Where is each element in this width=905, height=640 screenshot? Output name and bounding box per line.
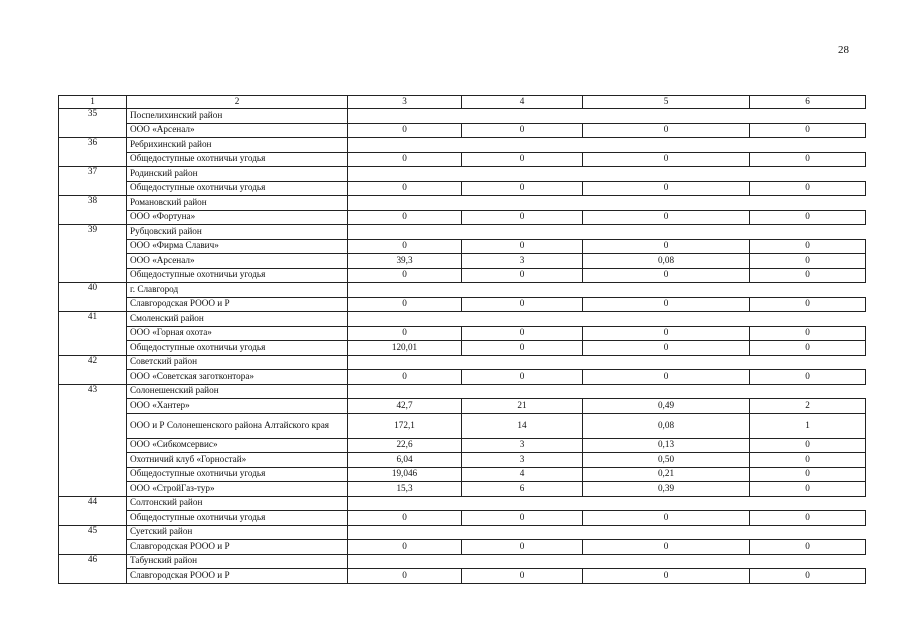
value-cell-3: 19,046 — [348, 467, 462, 482]
value-cell-5: 0 — [583, 511, 750, 526]
value-cell-4: 0 — [462, 341, 583, 356]
value-cell-4: 0 — [462, 239, 583, 254]
empty-cell — [583, 109, 750, 124]
empty-cell — [462, 525, 583, 540]
value-cell-4: 0 — [462, 123, 583, 138]
value-cell-6: 0 — [750, 123, 866, 138]
table-row — [59, 413, 866, 438]
value-cell-4: 21 — [462, 399, 583, 414]
value-cell-6: 0 — [750, 569, 866, 584]
empty-cell — [750, 109, 866, 124]
table-row — [59, 210, 866, 225]
value-cell-3: 120,01 — [348, 341, 462, 356]
value-cell-6: 0 — [750, 341, 866, 356]
header-cell: 1 — [59, 96, 127, 109]
table-row — [59, 326, 866, 341]
empty-cell — [583, 355, 750, 370]
empty-cell — [583, 496, 750, 511]
district-row — [59, 496, 866, 511]
value-cell-3: 0 — [348, 511, 462, 526]
value-cell-4: 0 — [462, 268, 583, 283]
value-cell-6: 1 — [750, 413, 866, 438]
table-row — [59, 467, 866, 482]
empty-cell — [583, 525, 750, 540]
value-cell-5: 0 — [583, 123, 750, 138]
organization-name: ООО «Арсенал» — [127, 123, 348, 138]
value-cell-6: 0 — [750, 511, 866, 526]
value-cell-6: 0 — [750, 370, 866, 385]
district-row — [59, 384, 866, 399]
empty-cell — [462, 196, 583, 211]
value-cell-5: 0 — [583, 152, 750, 167]
value-cell-6: 0 — [750, 453, 866, 468]
table-row — [59, 482, 866, 497]
empty-cell — [348, 384, 462, 399]
value-cell-6: 0 — [750, 210, 866, 225]
empty-cell — [750, 167, 866, 182]
value-cell-6: 2 — [750, 399, 866, 414]
value-cell-3: 0 — [348, 123, 462, 138]
table-row — [59, 123, 866, 138]
empty-cell — [462, 138, 583, 153]
district-name: Суетский район — [127, 525, 348, 540]
value-cell-5: 0,13 — [583, 438, 750, 453]
table-row — [59, 540, 866, 555]
empty-cell — [750, 138, 866, 153]
empty-cell — [462, 283, 583, 298]
empty-cell — [462, 496, 583, 511]
value-cell-3: 42,7 — [348, 399, 462, 414]
empty-cell — [583, 196, 750, 211]
value-cell-6: 0 — [750, 181, 866, 196]
header-cell: 5 — [583, 96, 750, 109]
district-row — [59, 312, 866, 327]
row-number: 35 — [59, 109, 127, 138]
organization-name: ООО «СтройГаз-тур» — [127, 482, 348, 497]
empty-cell — [750, 384, 866, 399]
organization-name: ООО «Арсенал» — [127, 254, 348, 269]
value-cell-3: 39,3 — [348, 254, 462, 269]
organization-name: ООО «Советская заготконтора» — [127, 370, 348, 385]
empty-cell — [348, 554, 462, 569]
empty-cell — [348, 167, 462, 182]
district-row — [59, 355, 866, 370]
data-table — [58, 95, 866, 584]
empty-cell — [583, 167, 750, 182]
table-row — [59, 341, 866, 356]
value-cell-5: 0 — [583, 268, 750, 283]
table-row — [59, 181, 866, 196]
empty-cell — [750, 496, 866, 511]
organization-name: ООО «Хантер» — [127, 399, 348, 414]
organization-name: ООО «Фирма Славич» — [127, 239, 348, 254]
value-cell-3: 0 — [348, 540, 462, 555]
empty-cell — [750, 283, 866, 298]
value-cell-4: 0 — [462, 326, 583, 341]
value-cell-5: 0,08 — [583, 254, 750, 269]
empty-cell — [348, 312, 462, 327]
table-row — [59, 438, 866, 453]
row-number: 39 — [59, 225, 127, 283]
value-cell-3: 0 — [348, 326, 462, 341]
table-row — [59, 152, 866, 167]
value-cell-4: 0 — [462, 152, 583, 167]
value-cell-3: 0 — [348, 152, 462, 167]
value-cell-6: 0 — [750, 152, 866, 167]
row-number: 46 — [59, 554, 127, 583]
empty-cell — [462, 312, 583, 327]
value-cell-4: 0 — [462, 569, 583, 584]
organization-name: Общедоступные охотничьи угодья — [127, 181, 348, 196]
value-cell-4: 14 — [462, 413, 583, 438]
row-number: 40 — [59, 283, 127, 312]
value-cell-5: 0,39 — [583, 482, 750, 497]
empty-cell — [583, 554, 750, 569]
empty-cell — [348, 283, 462, 298]
organization-name: ООО «Фортуна» — [127, 210, 348, 225]
value-cell-4: 0 — [462, 540, 583, 555]
empty-cell — [462, 384, 583, 399]
value-cell-3: 15,3 — [348, 482, 462, 497]
empty-cell — [348, 138, 462, 153]
row-number: 43 — [59, 384, 127, 496]
header-cell: 2 — [127, 96, 348, 109]
organization-name: ООО и Р Солонешенского района Алтайского края — [127, 413, 348, 438]
value-cell-3: 0 — [348, 569, 462, 584]
value-cell-6: 0 — [750, 540, 866, 555]
value-cell-6: 0 — [750, 297, 866, 312]
value-cell-3: 22,6 — [348, 438, 462, 453]
value-cell-5: 0 — [583, 326, 750, 341]
organization-name: ООО «Сибкомсервис» — [127, 438, 348, 453]
table-row — [59, 370, 866, 385]
empty-cell — [348, 196, 462, 211]
header-cell: 6 — [750, 96, 866, 109]
empty-cell — [750, 196, 866, 211]
row-number: 45 — [59, 525, 127, 554]
district-name: Смоленский район — [127, 312, 348, 327]
value-cell-6: 0 — [750, 438, 866, 453]
empty-cell — [462, 355, 583, 370]
district-row — [59, 138, 866, 153]
value-cell-6: 0 — [750, 254, 866, 269]
district-name: Советский район — [127, 355, 348, 370]
organization-name: Общедоступные охотничьи угодья — [127, 467, 348, 482]
empty-cell — [462, 109, 583, 124]
value-cell-6: 0 — [750, 326, 866, 341]
table-row — [59, 268, 866, 283]
empty-cell — [750, 554, 866, 569]
value-cell-3: 0 — [348, 268, 462, 283]
page-number: 28 — [838, 44, 849, 56]
empty-cell — [462, 225, 583, 240]
district-row — [59, 525, 866, 540]
table-body — [59, 96, 866, 584]
district-row — [59, 196, 866, 211]
district-row — [59, 225, 866, 240]
row-number: 36 — [59, 138, 127, 167]
empty-cell — [462, 167, 583, 182]
value-cell-3: 0 — [348, 210, 462, 225]
district-row — [59, 283, 866, 298]
row-number: 42 — [59, 355, 127, 384]
empty-cell — [348, 109, 462, 124]
empty-cell — [348, 225, 462, 240]
empty-cell — [583, 283, 750, 298]
value-cell-5: 0 — [583, 540, 750, 555]
value-cell-5: 0,08 — [583, 413, 750, 438]
row-number: 44 — [59, 496, 127, 525]
table-row — [59, 453, 866, 468]
empty-cell — [583, 225, 750, 240]
organization-name: Славгородская РООО и Р — [127, 569, 348, 584]
value-cell-5: 0 — [583, 569, 750, 584]
row-number: 38 — [59, 196, 127, 225]
value-cell-3: 0 — [348, 297, 462, 312]
table-row — [59, 239, 866, 254]
value-cell-3: 0 — [348, 239, 462, 254]
empty-cell — [750, 225, 866, 240]
district-name: г. Славгород — [127, 283, 348, 298]
organization-name: Общедоступные охотничьи угодья — [127, 511, 348, 526]
table-header-row — [59, 96, 866, 109]
value-cell-3: 0 — [348, 181, 462, 196]
organization-name: Славгородская РООО и Р — [127, 540, 348, 555]
row-number: 37 — [59, 167, 127, 196]
district-name: Романовский район — [127, 196, 348, 211]
value-cell-4: 0 — [462, 210, 583, 225]
value-cell-5: 0 — [583, 341, 750, 356]
value-cell-3: 0 — [348, 370, 462, 385]
empty-cell — [750, 355, 866, 370]
value-cell-5: 0 — [583, 370, 750, 385]
organization-name: Охотничий клуб «Горностай» — [127, 453, 348, 468]
organization-name: Славгородская РООО и Р — [127, 297, 348, 312]
value-cell-3: 172,1 — [348, 413, 462, 438]
value-cell-5: 0 — [583, 297, 750, 312]
district-name: Табунский район — [127, 554, 348, 569]
district-name: Солонешенский район — [127, 384, 348, 399]
organization-name: Общедоступные охотничьи угодья — [127, 152, 348, 167]
district-row — [59, 109, 866, 124]
table-row — [59, 569, 866, 584]
value-cell-4: 0 — [462, 297, 583, 312]
value-cell-4: 3 — [462, 254, 583, 269]
empty-cell — [348, 525, 462, 540]
value-cell-6: 0 — [750, 239, 866, 254]
empty-cell — [750, 312, 866, 327]
table-row — [59, 297, 866, 312]
district-name: Ребрихинский район — [127, 138, 348, 153]
table-row — [59, 254, 866, 269]
organization-name: Общедоступные охотничьи угодья — [127, 268, 348, 283]
value-cell-4: 0 — [462, 181, 583, 196]
value-cell-4: 6 — [462, 482, 583, 497]
organization-name: ООО «Горная охота» — [127, 326, 348, 341]
district-name: Родинский район — [127, 167, 348, 182]
value-cell-4: 0 — [462, 370, 583, 385]
organization-name: Общедоступные охотничьи угодья — [127, 341, 348, 356]
value-cell-6: 0 — [750, 268, 866, 283]
district-row — [59, 167, 866, 182]
value-cell-3: 6,04 — [348, 453, 462, 468]
empty-cell — [583, 312, 750, 327]
value-cell-6: 0 — [750, 467, 866, 482]
district-name: Рубцовский район — [127, 225, 348, 240]
value-cell-6: 0 — [750, 482, 866, 497]
table-row — [59, 511, 866, 526]
value-cell-5: 0 — [583, 210, 750, 225]
empty-cell — [348, 496, 462, 511]
value-cell-5: 0,49 — [583, 399, 750, 414]
header-cell: 4 — [462, 96, 583, 109]
district-row — [59, 554, 866, 569]
empty-cell — [348, 355, 462, 370]
empty-cell — [462, 554, 583, 569]
district-name: Солтонский район — [127, 496, 348, 511]
value-cell-4: 3 — [462, 453, 583, 468]
value-cell-5: 0 — [583, 181, 750, 196]
district-name: Поспелихинский район — [127, 109, 348, 124]
value-cell-5: 0,50 — [583, 453, 750, 468]
value-cell-4: 4 — [462, 467, 583, 482]
value-cell-4: 3 — [462, 438, 583, 453]
header-cell: 3 — [348, 96, 462, 109]
table-row — [59, 399, 866, 414]
value-cell-5: 0 — [583, 239, 750, 254]
empty-cell — [583, 138, 750, 153]
empty-cell — [583, 384, 750, 399]
value-cell-5: 0,21 — [583, 467, 750, 482]
row-number: 41 — [59, 312, 127, 356]
value-cell-4: 0 — [462, 511, 583, 526]
empty-cell — [750, 525, 866, 540]
